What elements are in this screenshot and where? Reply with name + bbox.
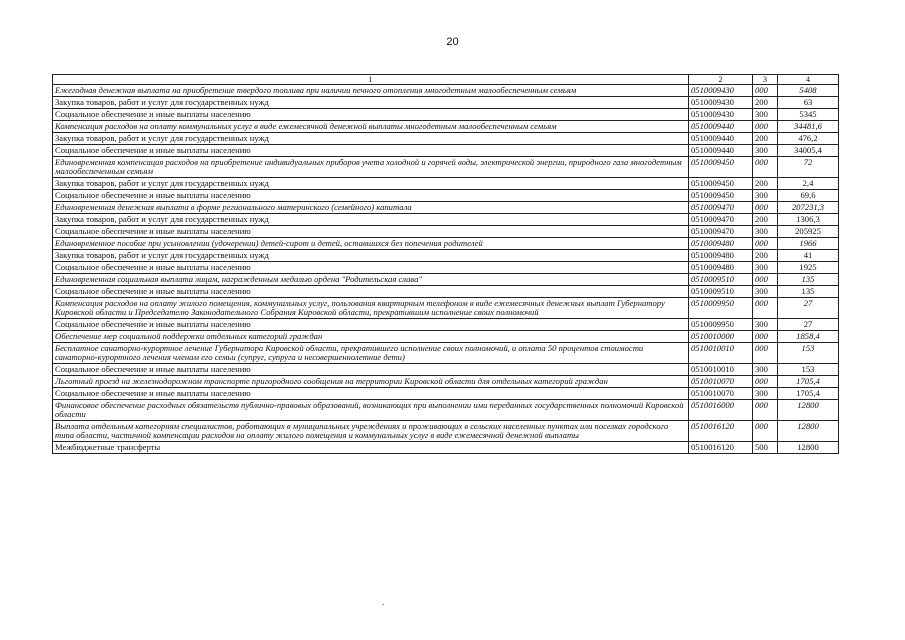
- row-expense-type-cell: 300: [753, 145, 778, 157]
- row-expense-type-cell: 300: [753, 319, 778, 331]
- row-name-cell: Единовременное пособие при усыновлении (удочерении) детей-сирот и детей, оставшихся без попечения родителей: [53, 238, 689, 250]
- row-name-cell: Обеспечение мер социальной поддержки отдельных категорий граждан: [53, 331, 689, 343]
- row-expense-type-cell: 000: [753, 157, 778, 178]
- row-name-cell: Финансовое обеспечение расходных обязательств публично-правовых образований, возникающих при выполнении ими переданных государственных полномочий Кировской области: [53, 400, 689, 421]
- row-name-cell: Бесплатное санаторно-курортное лечение Губернатора Кировской области, прекратившего исполнение своих полномочий, и оплата 50 процентов стоимости санаторно-курортного лечения членам его семьи (супруг, супруга и несовершеннолетние дети): [53, 343, 689, 364]
- row-code-cell: 0510009430: [689, 97, 753, 109]
- table-row: [53, 121, 839, 133]
- header-row: [53, 75, 839, 85]
- row-name-cell: Межбюджетные трансферты: [53, 442, 689, 454]
- table-row: [53, 145, 839, 157]
- row-name-cell: Льготный проезд на железнодорожном транспорте пригородного сообщения на территории Кировской области для отдельных категорий граждан: [53, 376, 689, 388]
- row-expense-type-cell: 000: [753, 121, 778, 133]
- table-row: [53, 157, 839, 178]
- table-row: [53, 400, 839, 421]
- row-code-cell: 0510009470: [689, 226, 753, 238]
- row-code-cell: 0510009510: [689, 286, 753, 298]
- row-name-cell: Ежегодная денежная выплата на приобретение твердого топлива при наличии печного отопления многодетным малообеспеченным семьям: [53, 85, 689, 97]
- row-amount-cell: 41: [778, 250, 839, 262]
- row-name-cell: Выплата отдельным категориям специалистов, работающих в муниципальных учреждениях и проживающих в сельских населенных пунктах или поселках городского типа области, частичной компенсации расходов на оплату жилого помещения и коммунальных услуг в виде ежемесячной денежной выплаты: [53, 421, 689, 442]
- row-amount-cell: 5345: [778, 109, 839, 121]
- row-name-cell: Компенсация расходов на оплату жилого помещения, коммунальных услуг, пользования квартирным телефоном в виде ежемесячных денежных выплат Губернатору Кировской области и Председателю Законодательного Собрания Кировской области, прекратившим исполнение своих полномочий: [53, 298, 689, 319]
- table-row: [53, 202, 839, 214]
- header-col-3: 3: [753, 75, 778, 85]
- row-name-cell: Социальное обеспечение и иные выплаты населению: [53, 262, 689, 274]
- budget-table: [52, 74, 839, 454]
- row-code-cell: 0510009440: [689, 133, 753, 145]
- row-name-cell: Социальное обеспечение и иные выплаты населению: [53, 109, 689, 121]
- page-number: 20: [446, 36, 459, 48]
- row-code-cell: 0510009480: [689, 250, 753, 262]
- row-name-cell: Компенсация расходов на оплату коммунальных услуг в виде ежемесячной денежной выплаты многодетным малообеспеченным семьям: [53, 121, 689, 133]
- table-row: [53, 178, 839, 190]
- row-code-cell: 0510009440: [689, 121, 753, 133]
- row-name-cell: Социальное обеспечение и иные выплаты населению: [53, 319, 689, 331]
- row-name-cell: Закупка товаров, работ и услуг для государственных нужд: [53, 214, 689, 226]
- row-code-cell: 0510010070: [689, 376, 753, 388]
- header-col-2: 2: [689, 75, 753, 85]
- row-expense-type-cell: 000: [753, 298, 778, 319]
- row-amount-cell: 1705,4: [778, 388, 839, 400]
- row-expense-type-cell: 300: [753, 109, 778, 121]
- row-expense-type-cell: 200: [753, 250, 778, 262]
- table-row: [53, 214, 839, 226]
- row-amount-cell: 2,4: [778, 178, 839, 190]
- table-row: [53, 109, 839, 121]
- row-code-cell: 0510009950: [689, 319, 753, 331]
- row-amount-cell: 12800: [778, 400, 839, 421]
- row-amount-cell: 1966: [778, 238, 839, 250]
- row-name-cell: Социальное обеспечение и иные выплаты населению: [53, 364, 689, 376]
- row-amount-cell: 5408: [778, 85, 839, 97]
- row-code-cell: 0510016120: [689, 442, 753, 454]
- row-code-cell: 0510016000: [689, 400, 753, 421]
- row-amount-cell: 205925: [778, 226, 839, 238]
- row-expense-type-cell: 000: [753, 238, 778, 250]
- table-row: [53, 274, 839, 286]
- table-row: [53, 331, 839, 343]
- row-amount-cell: 34481,6: [778, 121, 839, 133]
- row-expense-type-cell: 300: [753, 226, 778, 238]
- row-name-cell: Закупка товаров, работ и услуг для государственных нужд: [53, 250, 689, 262]
- row-code-cell: 0510009440: [689, 145, 753, 157]
- row-amount-cell: 1705,4: [778, 376, 839, 388]
- row-amount-cell: 135: [778, 274, 839, 286]
- table-row: [53, 190, 839, 202]
- row-expense-type-cell: 300: [753, 190, 778, 202]
- row-amount-cell: 63: [778, 97, 839, 109]
- row-code-cell: 0510010000: [689, 331, 753, 343]
- row-expense-type-cell: 200: [753, 178, 778, 190]
- row-code-cell: 0510009480: [689, 238, 753, 250]
- row-amount-cell: 1306,3: [778, 214, 839, 226]
- row-expense-type-cell: 000: [753, 400, 778, 421]
- row-expense-type-cell: 300: [753, 262, 778, 274]
- row-expense-type-cell: 000: [753, 343, 778, 364]
- row-code-cell: 0510010070: [689, 388, 753, 400]
- table-row: [53, 286, 839, 298]
- row-code-cell: 0510009470: [689, 214, 753, 226]
- row-name-cell: Закупка товаров, работ и услуг для государственных нужд: [53, 133, 689, 145]
- table-row: [53, 376, 839, 388]
- row-name-cell: Единовременная компенсация расходов на приобретение индивидуальных приборов учета холодной и горячей воды, электрической энергии, природного газа многодетным малообеспеченным семьям: [53, 157, 689, 178]
- table-row: [53, 442, 839, 454]
- table-row: [53, 343, 839, 364]
- row-amount-cell: 69,6: [778, 190, 839, 202]
- row-name-cell: Социальное обеспечение и иные выплаты населению: [53, 190, 689, 202]
- row-code-cell: 0510009480: [689, 262, 753, 274]
- table-row: [53, 319, 839, 331]
- row-expense-type-cell: 300: [753, 286, 778, 298]
- row-amount-cell: 207231,3: [778, 202, 839, 214]
- row-amount-cell: 1858,4: [778, 331, 839, 343]
- table-body: [53, 85, 839, 454]
- row-name-cell: Социальное обеспечение и иные выплаты населению: [53, 388, 689, 400]
- row-expense-type-cell: 000: [753, 331, 778, 343]
- row-amount-cell: 135: [778, 286, 839, 298]
- row-expense-type-cell: 300: [753, 364, 778, 376]
- row-expense-type-cell: 500: [753, 442, 778, 454]
- row-amount-cell: 72: [778, 157, 839, 178]
- row-expense-type-cell: 300: [753, 388, 778, 400]
- row-code-cell: 0510009430: [689, 85, 753, 97]
- table-row: [53, 262, 839, 274]
- scan-speck: [382, 604, 384, 605]
- table-row: [53, 133, 839, 145]
- table-row: [53, 97, 839, 109]
- row-code-cell: 0510009510: [689, 274, 753, 286]
- row-expense-type-cell: 000: [753, 274, 778, 286]
- row-code-cell: 0510010010: [689, 364, 753, 376]
- row-code-cell: 0510016120: [689, 421, 753, 442]
- row-amount-cell: 153: [778, 343, 839, 364]
- table-row: [53, 226, 839, 238]
- row-name-cell: Единовременная денежная выплата в форме регионального материнского (семейного) капитала: [53, 202, 689, 214]
- table-header: [53, 75, 839, 85]
- table-row: [53, 421, 839, 442]
- row-amount-cell: 27: [778, 319, 839, 331]
- table-row: [53, 85, 839, 97]
- row-name-cell: Единовременная социальная выплата лицам, награжденным медалью ордена "Родительская слава": [53, 274, 689, 286]
- row-amount-cell: 34005,4: [778, 145, 839, 157]
- row-expense-type-cell: 200: [753, 133, 778, 145]
- header-col-1: 1: [53, 75, 689, 85]
- row-expense-type-cell: 000: [753, 376, 778, 388]
- row-expense-type-cell: 000: [753, 421, 778, 442]
- row-expense-type-cell: 000: [753, 85, 778, 97]
- row-amount-cell: 476,2: [778, 133, 839, 145]
- table-row: [53, 364, 839, 376]
- row-name-cell: Закупка товаров, работ и услуг для государственных нужд: [53, 97, 689, 109]
- row-expense-type-cell: 200: [753, 214, 778, 226]
- table-row: [53, 388, 839, 400]
- header-col-4: 4: [778, 75, 839, 85]
- row-code-cell: 0510009450: [689, 178, 753, 190]
- row-name-cell: Закупка товаров, работ и услуг для государственных нужд: [53, 178, 689, 190]
- row-amount-cell: 12800: [778, 421, 839, 442]
- row-amount-cell: 1925: [778, 262, 839, 274]
- table-row: [53, 238, 839, 250]
- row-code-cell: 0510009950: [689, 298, 753, 319]
- row-code-cell: 0510009450: [689, 157, 753, 178]
- row-code-cell: 0510009470: [689, 202, 753, 214]
- row-name-cell: Социальное обеспечение и иные выплаты населению: [53, 286, 689, 298]
- row-amount-cell: 27: [778, 298, 839, 319]
- row-name-cell: Социальное обеспечение и иные выплаты населению: [53, 226, 689, 238]
- row-code-cell: 0510009430: [689, 109, 753, 121]
- row-amount-cell: 153: [778, 364, 839, 376]
- row-code-cell: 0510010010: [689, 343, 753, 364]
- row-expense-type-cell: 200: [753, 97, 778, 109]
- row-amount-cell: 12800: [778, 442, 839, 454]
- row-name-cell: Социальное обеспечение и иные выплаты населению: [53, 145, 689, 157]
- row-code-cell: 0510009450: [689, 190, 753, 202]
- table-row: [53, 250, 839, 262]
- row-expense-type-cell: 000: [753, 202, 778, 214]
- table-row: [53, 298, 839, 319]
